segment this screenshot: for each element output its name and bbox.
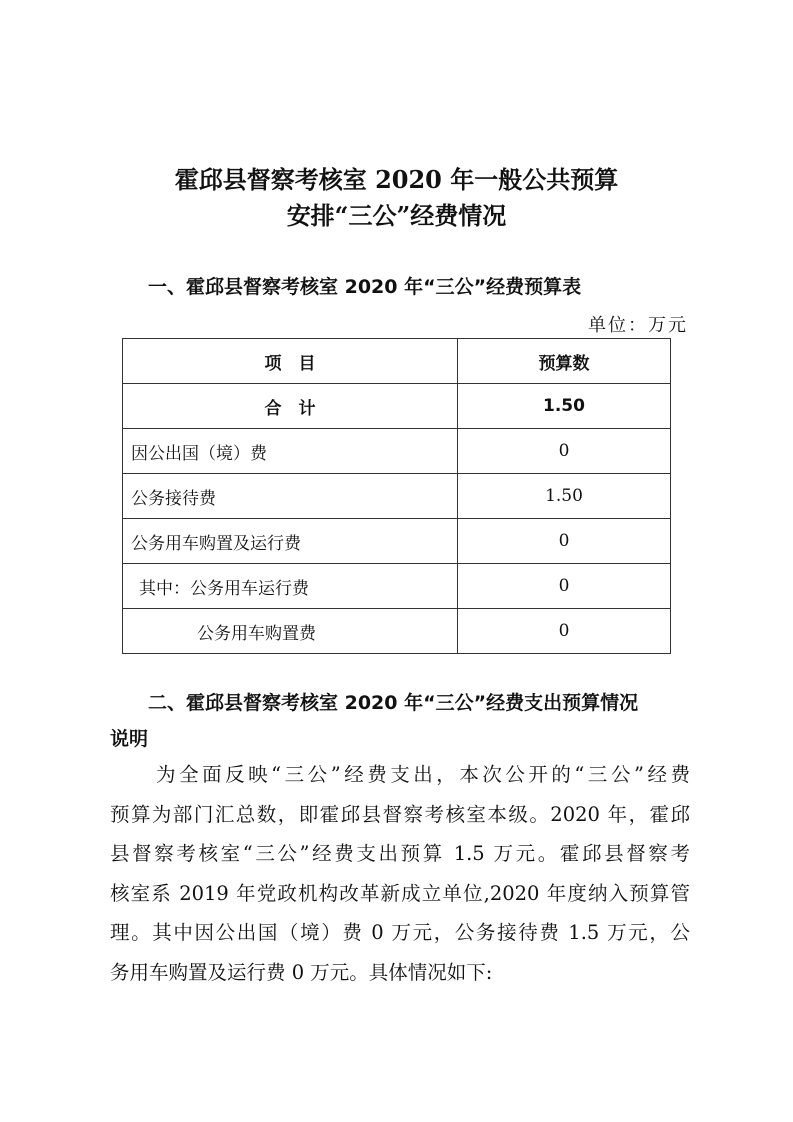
row-value: 0 bbox=[458, 519, 671, 564]
row-value: 0 bbox=[458, 429, 671, 474]
paragraph-line: 理。其中因公出国（境）费 0 万元，公务接待费 1.5 万元，公 bbox=[110, 921, 690, 944]
section2-heading-cont: 说明 bbox=[110, 728, 149, 750]
table-row bbox=[123, 564, 671, 609]
total-label: 合 计 bbox=[123, 384, 458, 429]
row-label: 因公出国（境）费 bbox=[123, 429, 458, 474]
row-label: 公务用车购置费 bbox=[123, 609, 458, 654]
row-value: 1.50 bbox=[458, 474, 671, 519]
table-header-row bbox=[123, 339, 671, 384]
document-title-line1: 霍邱县督察考核室 2020 年一般公共预算 bbox=[174, 165, 619, 194]
table-total-row bbox=[123, 384, 671, 429]
header-budget: 预算数 bbox=[458, 339, 671, 384]
paragraph-line: 务用车购置及运行费 0 万元。具体情况如下: bbox=[110, 960, 493, 984]
table-row bbox=[123, 429, 671, 474]
paragraph-line: 预算为部门汇总数，即霍邱县督察考核室本级。2020 年，霍邱 bbox=[110, 802, 690, 826]
paragraph-line: 县督察考核室“三公”经费支出预算 1.5 万元。霍邱县督察考 bbox=[110, 842, 690, 865]
table-row bbox=[123, 609, 671, 654]
row-value: 0 bbox=[458, 609, 671, 654]
row-label: 公务用车购置及运行费 bbox=[123, 519, 458, 564]
row-label: 其中：公务用车运行费 bbox=[123, 564, 458, 609]
budget-table bbox=[122, 338, 671, 654]
paragraph-line: 为全面反映“三公”经费支出，本次公开的“三公”经费 bbox=[110, 763, 690, 786]
row-value: 0 bbox=[458, 564, 671, 609]
total-value: 1.50 bbox=[458, 384, 671, 429]
section1-heading: 一、霍邱县督察考核室 2020 年“三公”经费预算表 bbox=[148, 276, 582, 298]
table-row bbox=[123, 474, 671, 519]
section2-heading: 二、霍邱县督察考核室 2020 年“三公”经费支出预算情况 bbox=[148, 692, 639, 714]
explanation-paragraph bbox=[110, 755, 690, 992]
table-row bbox=[123, 519, 671, 564]
header-item: 项 目 bbox=[123, 339, 458, 384]
paragraph-line: 核室系 2019 年党政机构改革新成立单位,2020 年度纳入预算管 bbox=[110, 881, 690, 905]
row-label: 公务接待费 bbox=[123, 474, 458, 519]
document-title-line2: 安排“三公”经费情况 bbox=[286, 201, 507, 230]
unit-label: 单位：万元 bbox=[588, 315, 688, 336]
